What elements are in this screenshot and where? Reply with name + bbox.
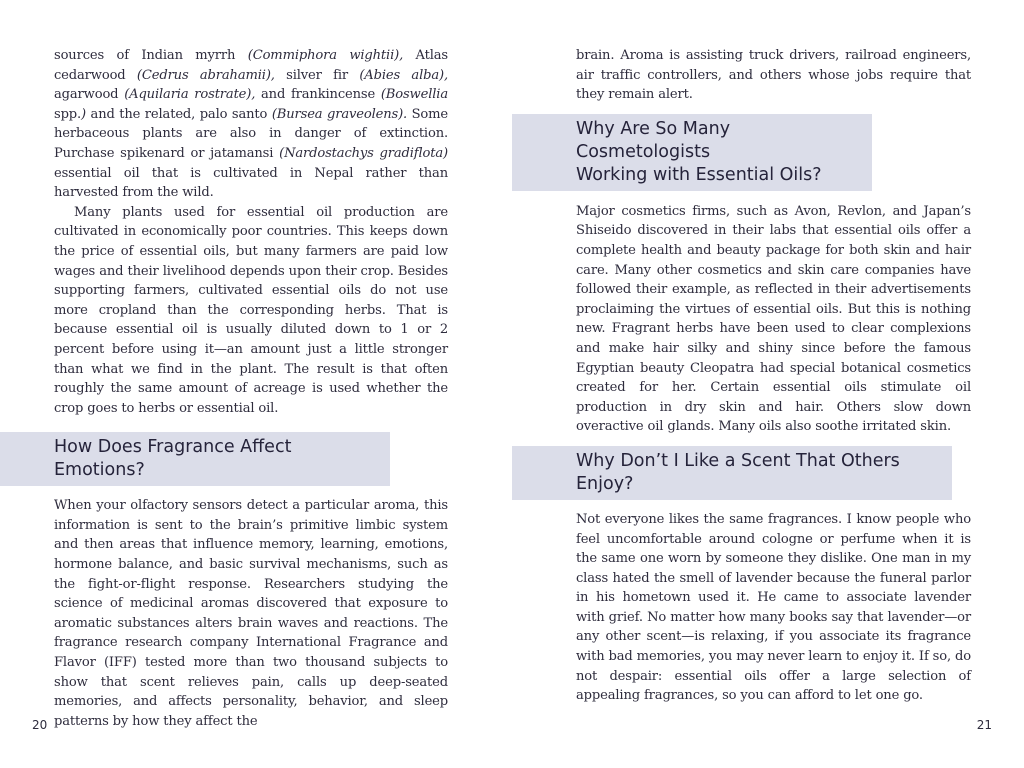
italic-run: (Boswellia: [380, 87, 448, 103]
paragraph: Major cosmetics firms, such as Avon, Revlon, and Japan’s Shiseido discovered in their labs that essential oils offer a complete health and beauty package for both skin and hair care. Many other cosmetics and skin care companies have followed their example, as reflected in their advertisements proclaiming the virtues of essential oils. But this is nothing new. Fragrant herbs have been used to clear complexions and make hair silky and shiny since before the famous Egyptian beauty Cleopatra had special botanical cosmetics created for her. Certain essential oils stimulate oil production in dry skin and hair. Others slow down overactive oil glands. Many oils also soothe irritated skin.: [576, 203, 971, 435]
text-run: Some herbaceous plants are also in danger of extinction. Purchase spikenard or jatamansi: [54, 106, 449, 161]
italic-run: (Aquilaria rostrate),: [124, 87, 256, 103]
italic-run: (Bursea graveolens).: [271, 106, 408, 122]
italic-run: (Abies alba),: [359, 67, 448, 83]
page-number: 20: [32, 718, 48, 732]
text-run: Atlas cedarwood: [54, 48, 448, 83]
left-text-column: [54, 46, 448, 731]
text-run: silver fir: [274, 67, 360, 83]
text-run: and the related, palo santo: [86, 106, 272, 122]
page-number: 21: [976, 718, 992, 732]
text-run: and frankincense: [255, 87, 381, 103]
text-run: sources of Indian myrrh: [54, 48, 248, 63]
paragraph: When your olfactory sensors detect a particular aroma, this information is sent to the brain’s primitive limbic system and then areas that influence memory, learning, emotions, hormone balance, and basic survival mechanisms, such as the fight-or-flight response. Researchers studying the science of medicinal aromas discovered that exposure to aromatic substances alters brain waves and reactions. The fragrance research company International Fragrance and Flavor (IFF) tested more than two thousand subjects to show that scent relieves pain, calls up deep-seated memories, and affects personality, behavior, and sleep patterns by how they affect the: [54, 498, 448, 729]
text-run: spp.: [54, 106, 82, 122]
italic-run: ): [81, 106, 87, 122]
paragraph: Not everyone likes the same fragrances. I know people who feel uncomfortable around cologne or perfume when it is the same one worn by someone they dislike. One man in my class hated the smell of lavender because the funeral parlor in his hometown used it. He came to associate lavender with grief. No matter how many books say that lavender—or any other scent—is relaxing, if you associate its fragrance with bad memories, you may never learn to enjoy it. If so, do not despair: essential oils offer a large selection of appealing fragrances, so you can afford to let one go.: [576, 511, 971, 704]
heading-line: Working with Essential Oils?: [576, 164, 822, 185]
text-run: essential oil that is cultivated in Nepal rather than harvested from the wild.: [54, 165, 448, 201]
italic-run: (Cedrus abrahamii),: [136, 67, 275, 83]
text-run: agarwood: [54, 87, 125, 103]
italic-run: (Nardostachys gradiflota): [279, 145, 449, 161]
italic-run: (Commiphora wightii),: [247, 48, 404, 63]
right-text-column: [576, 46, 971, 706]
section-heading: How Does Fragrance Affect Emotions?: [0, 432, 390, 486]
paragraph: Many plants used for essential oil production are cultivated in economically poor countries. This keeps down the price of essential oils, but many farmers are paid low wages and their livelihood depends upon their crop. Besides supporting farmers, cultivated essential oils do not use more cropland than the corresponding herbs. That is because essential oil is usually diluted down to 1 or 2 percent before using it—an amount just a little stronger than what we find in the plant. The result is that often roughly the same amount of acreage is used whether the crop goes to herbs or essential oil.: [54, 204, 448, 416]
section-heading: Why Don’t I Like a Scent That Others Enjoy?: [512, 446, 952, 500]
paragraph: [54, 46, 448, 203]
right-page: [512, 0, 1024, 768]
paragraph: brain. Aroma is assisting truck drivers, railroad engineers, air traffic controllers, and others whose jobs require that they remain alert.: [576, 48, 971, 103]
section-heading: [512, 114, 872, 191]
heading-line: Why Are So Many Cosmetologists: [576, 118, 731, 162]
